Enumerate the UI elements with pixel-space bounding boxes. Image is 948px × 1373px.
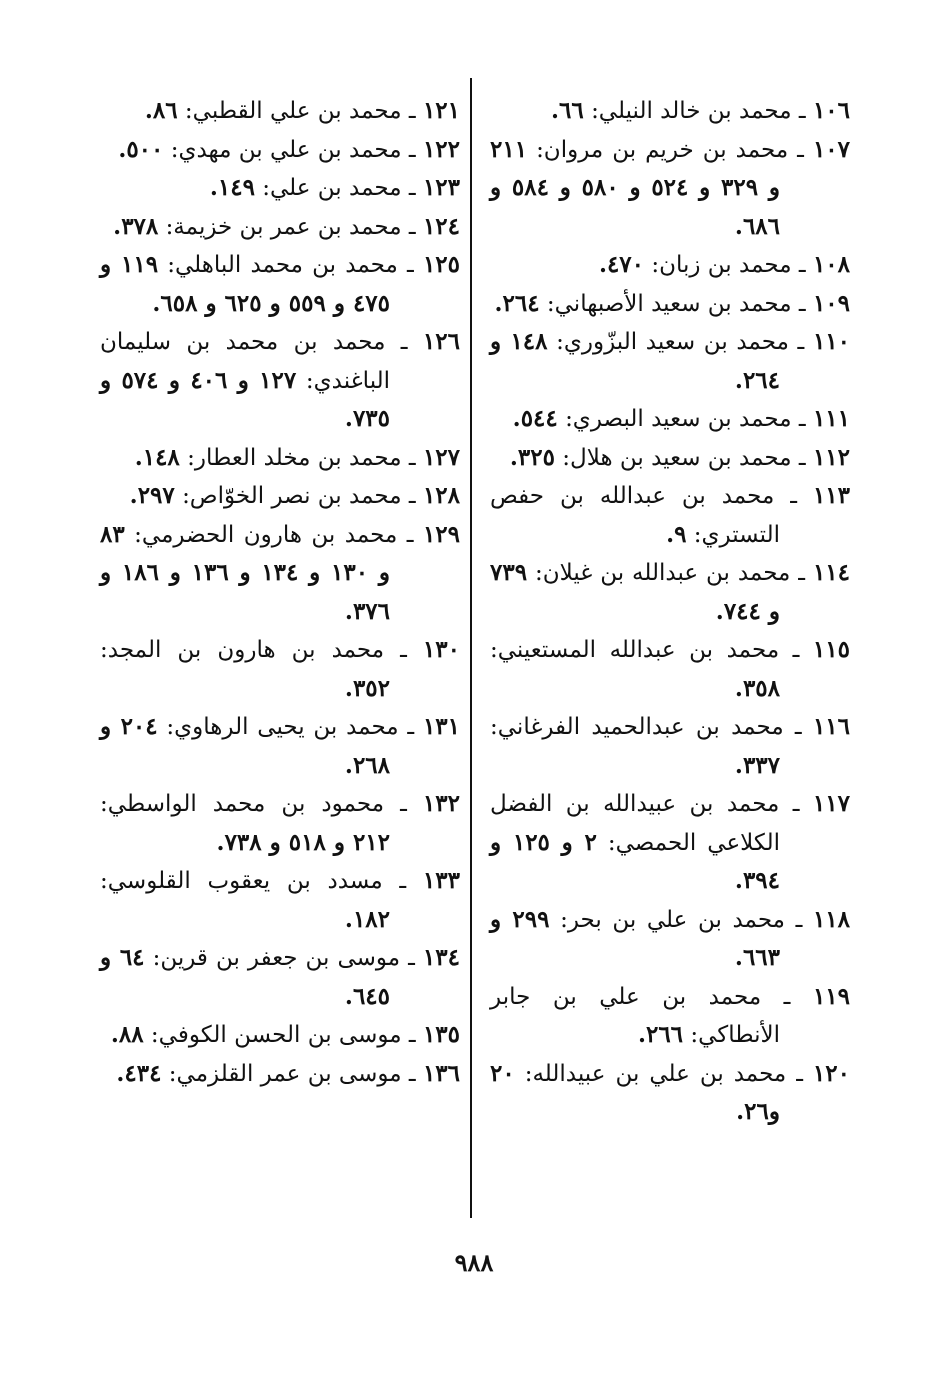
entry-references: ٥٤٤. — [512, 405, 558, 432]
entry-name: محمد بن عبدالحميد الفرغاني: — [490, 714, 784, 740]
index-entry: ١٣٥ ـ موسى بن الحسن الكوفي: ٨٨. — [110, 1021, 460, 1048]
index-entry: ١٠٦ ـ محمد بن خالد النيلي: ٦٦. — [551, 97, 850, 124]
entry-number: ١٣٤ — [422, 944, 460, 971]
index-entry: ١٠٨ ـ محمد بن زبان: ٤٧٠. — [598, 251, 850, 278]
entry-references: ١٤٨ و ٢٦٤. — [490, 328, 780, 394]
entry-name: محمد بن سعيد الأصبهاني: — [546, 290, 792, 317]
entry-references: ٢٠ و٢٦. — [490, 1059, 780, 1125]
entry-references: ٣٥٨. — [734, 674, 780, 702]
entry-number: ١٣٢ — [422, 790, 460, 817]
index-entry: ١٢٥ ـ محمد بن محمد الباهلي: ١١٩ و ٤٧٥ و ٥٥٩ و ٦٢٥ و ٦٥٨. — [100, 251, 460, 317]
entry-name: محمد بن محمد بن سليمان الباغندي: — [100, 329, 391, 394]
entry-references: ٤٧٠. — [598, 251, 645, 278]
entry-number: ١١٤ — [812, 559, 851, 586]
entry-number: ١١٩ — [812, 982, 850, 1010]
index-entry: ١٢٧ ـ محمد بن مخلد العطار: ١٤٨. — [134, 443, 460, 471]
index-entry: ١١٢ ـ محمد بن سعيد بن هلال: ٣٢٥. — [509, 443, 850, 471]
entry-name: محمد بن نصر الخوّاص: — [182, 483, 402, 509]
index-entry: ١٢٦ ـ محمد بن محمد بن سليمان الباغندي: ١٢٧ و ٤٠٦ و ٥٧٤ و ٧٣٥. — [100, 328, 460, 432]
entry-name: مسدد بن يعقوب القلوسي: — [100, 868, 383, 894]
index-entry: ١١٦ ـ محمد بن عبدالحميد الفرغاني: ٣٣٧. — [490, 713, 850, 779]
index-entry: ١٢٣ ـ محمد بن علي: ١٤٩. — [209, 174, 460, 201]
entry-number: ١٢٧ — [422, 443, 460, 471]
entry-number: ١٢٨ — [422, 482, 460, 509]
entry-name: محمد بن سعيد البصري: — [565, 406, 792, 432]
entry-references: ٢٩٧. — [129, 482, 175, 509]
entry-number: ١١٣ — [812, 482, 850, 509]
entry-number: ١٣٣ — [422, 867, 460, 894]
entry-name: موسى بن عمر القلزمي: — [168, 1060, 402, 1087]
entry-references: ٨٣ و ١٣٠ و ١٣٤ و ١٣٦ و ١٨٦ و ٣٧٦. — [100, 520, 390, 625]
entry-number: ١٠٨ — [812, 251, 850, 278]
index-entry: ١٠٩ ـ محمد بن سعيد الأصبهاني: ٢٦٤. — [494, 289, 850, 317]
entry-name: محمد بن عبيدالله بن الفضل الكلاعي الحمصي: — [490, 791, 781, 856]
index-entry: ١١١ ـ محمد بن سعيد البصري: ٥٤٤. — [512, 405, 850, 432]
entry-references: ١٢٧ و ٤٠٦ و ٥٧٤ و ٧٣٥. — [100, 366, 390, 432]
index-entry: ١٣١ ـ محمد بن يحيى الرهاوي: ٢٠٤ و ٢٦٨. — [100, 713, 460, 779]
entry-name: محمد بن يحيى الرهاوي: — [166, 714, 399, 740]
index-entry: ١٢٨ ـ محمد بن نصر الخوّاص: ٢٩٧. — [129, 482, 460, 509]
entry-references: ١٤٨. — [134, 443, 180, 471]
entry-references: ٢ و ١٢٥ و ٣٩٤. — [490, 828, 780, 894]
index-entry: ١٢٤ ـ محمد بن عمر بن خزيمة: ٣٧٨. — [113, 212, 460, 240]
entry-number: ١٢٤ — [422, 212, 460, 240]
index-entry: ١٣٢ ـ محمود بن محمد الواسطي: ٢١٢ و ٥١٨ و ٧٣٨. — [100, 790, 460, 856]
entry-number: ١٠٧ — [812, 135, 850, 163]
entry-name: محمد بن علي بن مهدي: — [170, 136, 402, 163]
entry-references: ٢٦٤. — [494, 289, 540, 317]
index-entry: ١٢٩ ـ محمد بن هارون الحضرمي: ٨٣ و ١٣٠ و ١٣٤ و ١٣٦ و ١٨٦ و ٣٧٦. — [100, 520, 460, 625]
entry-name: محمد بن سعيد البزّوري: — [556, 329, 789, 355]
entry-references: ٢٩٩ و ٦٦٣. — [490, 905, 780, 971]
entry-name: محمد بن عبدالله بن غيلان: — [534, 560, 791, 586]
entry-name: موسى بن جعفر بن قرين: — [152, 945, 401, 971]
entry-references: ٤٣٤. — [116, 1059, 162, 1087]
entry-references: ٢٠٤ و ٢٦٨. — [100, 713, 390, 779]
index-column-left — [100, 92, 460, 1093]
index-entry: ١٢٠ ـ محمد بن علي بن عبيدالله: ٢٠ و٢٦. — [490, 1059, 850, 1125]
entry-references: ٩. — [666, 520, 687, 548]
index-entry: ١١٨ ـ محمد بن علي بن بحر: ٢٩٩ و ٦٦٣. — [490, 905, 851, 971]
entry-number: ١١٨ — [812, 905, 851, 933]
entry-references: ٨٦. — [144, 97, 178, 124]
entry-references: ٢١١ و ٣٢٩ و ٥٢٤ و ٥٨٠ و ٥٨٤ و ٦٨٦. — [490, 135, 780, 240]
entry-number: ١١١ — [812, 405, 850, 432]
entry-name: محمد بن هارون الحضرمي: — [134, 521, 398, 548]
entry-references: ٢١٢ و ٥١٨ و ٧٣٨. — [216, 828, 390, 856]
index-entry: ١٢١ ـ محمد بن علي القطبي: ٨٦. — [144, 97, 460, 124]
entry-name: محمد بن علي: — [262, 175, 402, 201]
entry-references: ٧٣٩ و ٧٤٤. — [490, 559, 780, 625]
entry-references: ١١٩ و ٤٧٥ و ٥٥٩ و ٦٢٥ و ٦٥٨. — [100, 251, 390, 317]
index-column-right — [490, 92, 850, 1132]
entry-name: محمد بن زبان: — [651, 252, 792, 278]
entry-references: ٦٤ و ٦٤٥. — [100, 944, 390, 1010]
index-entry: ١١٩ ـ محمد بن علي بن جابر الأنطاكي: ٢٦٦. — [490, 982, 850, 1048]
entry-name: محمد بن خالد النيلي: — [591, 98, 792, 124]
entry-references: ٣٥٢. — [344, 674, 390, 702]
entry-number: ١٢٩ — [422, 520, 460, 548]
entry-name: محمد بن عبدالله بن حفص التستري: — [490, 483, 780, 548]
entry-references: ٦٦. — [551, 97, 584, 124]
column-divider — [470, 78, 472, 1218]
entry-name: محمد بن مخلد العطار: — [187, 444, 402, 471]
entry-name: محمد بن علي القطبي: — [184, 98, 402, 124]
index-entry: ١١٥ ـ محمد بن عبدالله المستعيني: ٣٥٨. — [490, 636, 850, 702]
entry-name: موسى بن الحسن الكوفي: — [150, 1022, 402, 1048]
entry-name: محمد بن علي بن عبيدالله: — [524, 1060, 787, 1087]
index-entry: ١٣٤ ـ موسى بن جعفر بن قرين: ٦٤ و ٦٤٥. — [100, 944, 460, 1010]
index-entry: ١٣٦ ـ موسى بن عمر القلزمي: ٤٣٤. — [116, 1059, 460, 1087]
entry-number: ١١٥ — [812, 636, 850, 663]
entry-number: ١٣١ — [422, 713, 460, 740]
entry-number: ١٢٢ — [422, 135, 460, 163]
entry-number: ١٣٦ — [422, 1059, 460, 1087]
entry-name: محمد بن علي بن بحر: — [560, 906, 786, 933]
page-number: ٩٨٨ — [454, 1248, 494, 1277]
entry-references: ٣٣٧. — [734, 751, 780, 779]
entry-number: ١١٧ — [812, 790, 850, 817]
index-entry: ١٢٢ ـ محمد بن علي بن مهدي: ٥٠٠. — [118, 135, 460, 163]
entry-name: محمد بن عبدالله المستعيني: — [490, 637, 780, 663]
index-entry: ١٣٠ ـ محمد بن هارون بن المجد: ٣٥٢. — [100, 636, 460, 702]
index-entry: ١٣٣ ـ مسدد بن يعقوب القلوسي: ١٨٢. — [100, 867, 460, 933]
entry-number: ١١٢ — [812, 443, 850, 471]
entry-references: ٥٠٠. — [118, 135, 164, 163]
entry-number: ١١٦ — [812, 713, 850, 740]
entry-number: ١٢٦ — [422, 328, 460, 355]
index-entry: ١١٣ ـ محمد بن عبدالله بن حفص التستري: ٩. — [490, 482, 850, 548]
index-entry: ١١٧ ـ محمد بن عبيدالله بن الفضل الكلاعي الحمصي: ٢ و ١٢٥ و ٣٩٤. — [490, 790, 850, 894]
entry-number: ١٢٠ — [812, 1059, 850, 1087]
entry-references: ٣٧٨. — [113, 212, 159, 240]
entry-number: ١٢٥ — [422, 251, 460, 278]
entry-name: محمد بن علي بن جابر الأنطاكي: — [490, 983, 780, 1048]
entry-name: محمد بن عمر بن خزيمة: — [165, 213, 402, 240]
entry-number: ١٠٦ — [812, 97, 850, 124]
entry-number: ١٢٣ — [422, 174, 460, 201]
index-entry: ١٠٧ ـ محمد بن خريم بن مروان: ٢١١ و ٣٢٩ و ٥٢٤ و ٥٨٠ و ٥٨٤ و ٦٨٦. — [490, 135, 850, 240]
entry-number: ١٠٩ — [812, 289, 850, 317]
index-entry: ١١٤ ـ محمد بن عبدالله بن غيلان: ٧٣٩ و ٧٤٤. — [490, 559, 851, 625]
entry-references: ٨٨. — [110, 1021, 144, 1048]
entry-references: ١٨٢. — [344, 905, 390, 933]
entry-references: ٢٦٦. — [637, 1021, 684, 1048]
entry-name: محمد بن خريم بن مروان: — [536, 136, 789, 163]
entry-number: ١٢١ — [422, 97, 460, 124]
entry-number: ١١٠ — [812, 328, 850, 355]
entry-number: ١٣٠ — [422, 636, 460, 663]
entry-name: محمد بن هارون بن المجد: — [100, 637, 385, 663]
entry-number: ١٣٥ — [422, 1021, 460, 1048]
entry-name: محمد بن سعيد بن هلال: — [562, 444, 792, 471]
entry-references: ١٤٩. — [209, 174, 255, 201]
entry-references: ٣٢٥. — [509, 443, 555, 471]
entry-name: محمود بن محمد الواسطي: — [100, 791, 385, 817]
index-entry: ١١٠ ـ محمد بن سعيد البزّوري: ١٤٨ و ٢٦٤. — [490, 328, 850, 394]
entry-name: محمد بن محمد الباهلي: — [167, 252, 398, 278]
